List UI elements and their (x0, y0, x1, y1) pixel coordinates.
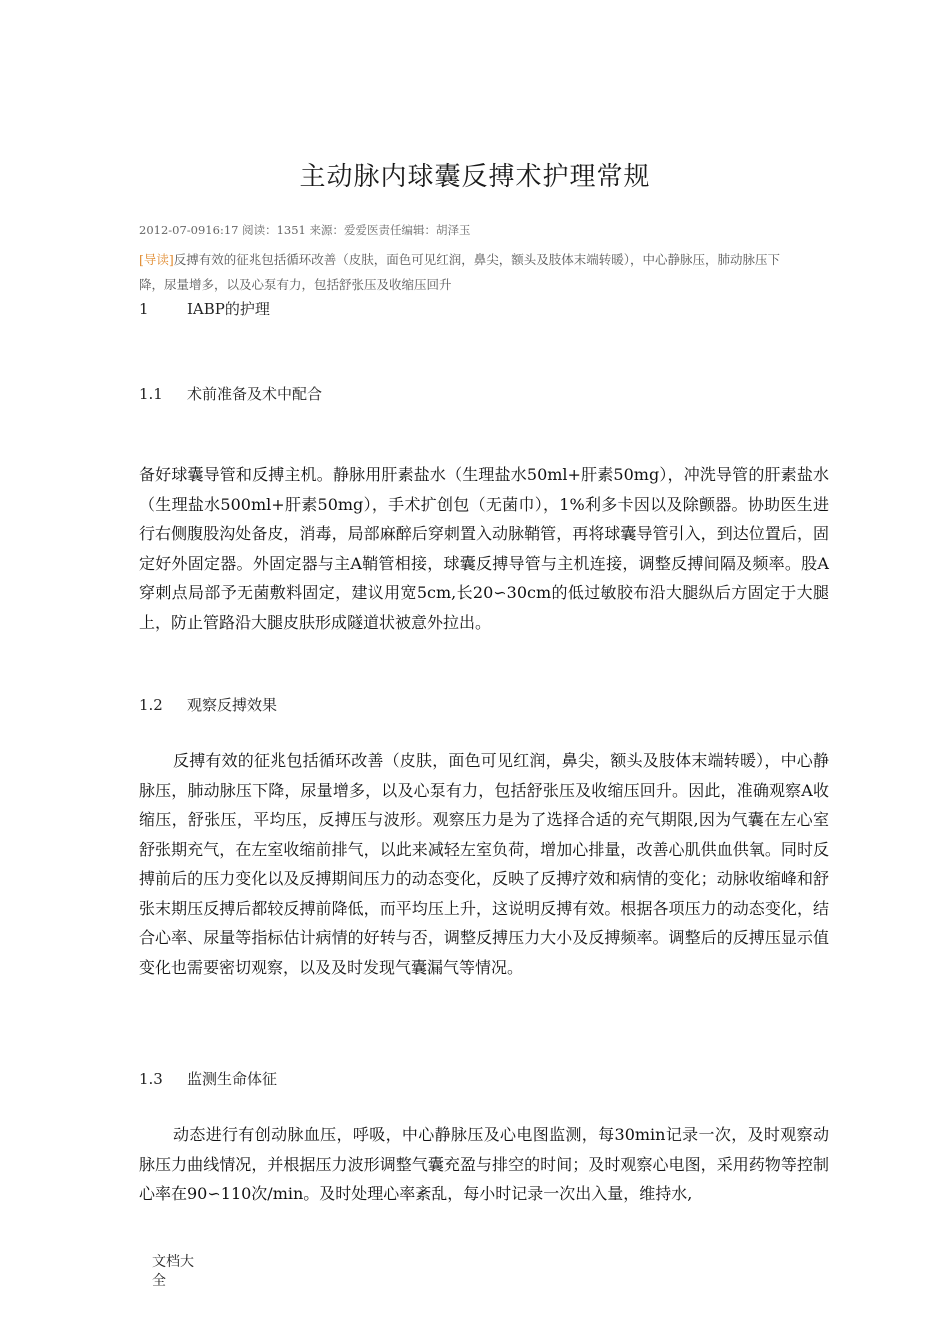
paragraph-preparation: 备好球囊导管和反搏主机。静脉用肝素盐水（生理盐水50ml+肝素50mg），冲洗导管的肝素盐水（生理盐水500ml+肝素50mg），手术扩创包（无菌巾），1%利多卡因以及除颤器。协助医生进行右侧腹股沟处备皮，消毒，局部麻醉后穿刺置入动脉鞘管，再将球囊导管引入，到达位置后，固定好外固定器。外固定器与主A鞘管相接，球囊反搏导管与主机连接，调整反搏间隔及频率。股A穿刺点局部予无菌敷料固定，建议用宽5cm,长20∽30cm的低过敏胶布沿大腿纵后方固定于大腿上，防止管路沿大腿皮肤形成隧道状被意外拉出。 (139, 465, 829, 632)
section-title: 术前准备及术中配合 (187, 385, 323, 403)
footer-label: 文档大全 (152, 1254, 194, 1289)
section-number: 1.1 (139, 385, 163, 403)
section-title: 监测生命体征 (187, 1070, 278, 1088)
section-heading-1-3 (139, 1068, 277, 1089)
paragraph-monitoring: 动态进行有创动脉血压，呼吸，中心静脉压及心电图监测，每30min记录一次，及时观察动脉压力曲线情况，并根据压力波形调整气囊充盈与排空的时间；及时观察心电图，采用药物等控制心率在90∽110次/min。及时处理心率紊乱，每小时记录一次出入量，维持水, (139, 1125, 829, 1203)
lead-tag: [导读] (139, 252, 174, 267)
lead-text: 反搏有效的征兆包括循环改善（皮肤，面色可见红润，鼻尖，额头及肢体末端转暖），中心静脉压，肺动脉压下降，尿量增多，以及心泵有力，包括舒张压及收缩压回升 (139, 252, 781, 292)
section-title: IABP的护理 (187, 300, 270, 318)
section-number: 1.2 (139, 696, 163, 714)
page-title: 主动脉内球囊反搏术护理常规 (299, 162, 651, 192)
section-heading-1-1 (139, 383, 322, 404)
section-heading-1 (139, 298, 270, 319)
article-meta: 2012-07-0916:17 阅读：1351 来源：爱爱医责任编辑：胡泽玉 (139, 223, 471, 237)
lead-summary (139, 247, 799, 297)
section-title: 观察反搏效果 (187, 696, 278, 714)
paragraph-observation: 反搏有效的征兆包括循环改善（皮肤，面色可见红润，鼻尖，额头及肢体末端转暖），中心静脉压，肺动脉压下降，尿量增多，以及心泵有力，包括舒张压及收缩压回升。因此，准确观察A收缩压，舒张压，平均压，反搏压与波形。观察压力是为了选择合适的充气期限,因为气囊在左心室舒张期充气，在左室收缩前排气，以此来减轻左室负荷，增加心排量，改善心肌供血供氧。同时反搏前后的压力变化以及反搏期间压力的动态变化，反映了反搏疗效和病情的变化；动脉收缩峰和舒张末期压反搏后都较反搏前降低，而平均压上升，这说明反搏有效。根据各项压力的动态变化，结合心率、尿量等指标估计病情的好转与否，调整反搏压力大小及反搏频率。调整后的反搏压显示值变化也需要密切观察，以及及时发现气囊漏气等情况。 (139, 751, 829, 977)
section-heading-1-2 (139, 694, 277, 715)
section-number: 1 (139, 300, 149, 318)
section-number: 1.3 (139, 1070, 163, 1088)
